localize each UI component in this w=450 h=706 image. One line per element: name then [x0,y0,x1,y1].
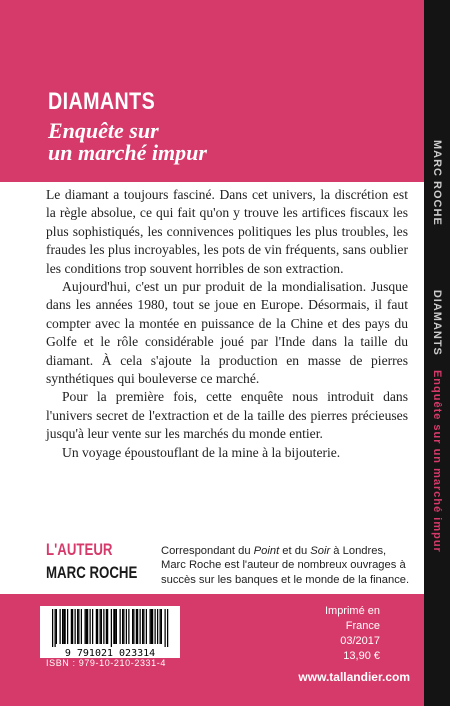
barcode-bar [120,609,121,644]
barcode-bar [142,609,143,644]
subtitle-line-2: un marché impur [48,140,207,165]
barcode-bar [52,609,53,647]
spine-title-b: Enquête sur un marché impur [431,369,443,553]
barcode-graphic [40,606,180,658]
barcode-bar [81,609,82,644]
book-title: DIAMANTS [48,88,156,115]
barcode-bar [151,609,152,644]
barcode-bar [128,609,129,644]
barcode-bar [96,609,97,644]
barcode-bar [55,609,56,647]
blurb-paragraph-1: Le diamant a toujours fasciné. Dans cet univers, la discrétion est la règle absolue, ce qui fait qu'on y trouve les artifices fiscaux les plus sophistiqués, les connivences politiques les plus troubles, les fraudes les plus incroyables, les pots de vin fréquents, sans oublier les conditions trop souvent horribles de son extraction. [46,187,408,276]
barcode-bar [165,609,166,647]
book-subtitle [48,120,424,164]
barcode-bar [78,609,79,644]
barcode-bar [97,609,98,644]
barcode-bar [101,609,102,644]
barcode-bar [87,609,88,644]
barcode-bar [60,609,61,644]
spine-author: MARC ROCHE [431,140,443,226]
barcode-bar [132,609,133,644]
barcode-bar [71,609,72,644]
bio-part-2: et du [279,545,311,557]
barcode-bar [62,609,63,644]
barcode-bar [133,609,134,644]
barcode-bar [150,609,151,644]
barcode-bar [161,609,162,644]
barcode-bar [122,609,123,644]
barcode-bar [86,609,87,644]
barcode-bar [77,609,78,644]
bio-part-1: Correspondant du [161,545,254,557]
barcode-bar [72,609,73,644]
author-bio [161,544,411,587]
barcode-bar [67,609,68,644]
barcode-bar [116,609,117,644]
spine-text [431,140,443,553]
barcode-bar [143,609,144,644]
barcode-bar [63,609,64,644]
barcode-bar [111,609,112,647]
author-label: L'AUTEUR [46,540,113,559]
imprint-info [300,604,380,664]
barcode-bar [115,609,116,644]
isbn: ISBN : 979-10-210-2331-4 [46,658,166,668]
barcode-bars [52,609,168,647]
barcode-bar [85,609,86,644]
bio-point: Point [253,545,280,557]
spine-title [424,140,450,580]
barcode-bar [56,609,57,644]
cover-header [48,88,424,164]
price: 13,90 € [343,650,380,662]
blurb-text [46,186,408,462]
barcode-bar [155,609,156,644]
print-date: 03/2017 [340,635,380,647]
barcode-bar [146,609,147,644]
bio-soir: Soir [310,545,331,557]
barcode-bar [103,609,104,644]
printed-in: Imprimé en France [324,605,380,632]
barcode-bar [137,609,138,644]
blurb-paragraph-4: Un voyage époustouflant de la mine à la bijouterie. [62,444,341,460]
barcode-bar [113,609,114,644]
barcode-bar [65,609,66,644]
barcode-bar [92,609,93,644]
barcode-bar [126,609,127,644]
barcode-bar [167,609,168,647]
barcode-bar [123,609,124,644]
barcode-bar [157,609,158,644]
barcode-bar [106,609,107,644]
barcode-bar [152,609,153,644]
barcode-bar [136,609,137,644]
barcode-bar [90,609,91,644]
barcode-bar [140,609,141,644]
spine-title-a: DIAMANTS [431,289,443,356]
barcode-bar [100,609,101,644]
barcode-digits: 9 791021 023314 [64,648,156,658]
barcode-bar [75,609,76,644]
blurb-paragraph-2: Aujourd'hui, c'est un pur produit de la mondialisation. Jusque dans les années 1980, tout se joue en Europe. Désormais, il faut compter avec la montée en puissance de la Chine et des pays du Golfe et le rôle considérable joué par l'Inde dans la taille du diamant. À cela s'ajoute la production en masse de pierres synthétiques qui bouleverse ce marché. [46,279,408,387]
bio-part-3: à Londres, Marc Roche est l'auteur de nombreux ouvrages à succès sur les banques et le monde de la finance. [161,545,410,586]
publisher-website: www.tallandier.com [298,670,410,684]
subtitle-line-1: Enquête sur [48,118,159,143]
blurb-paragraph-3: Pour la première fois, cette enquête nous introduit dans l'univers secret de l'extraction et de la taille des pierres précieuses jusqu'à leur vente sur les marchés du monde entier. [46,389,408,442]
author-name: MARC ROCHE [46,563,138,582]
barcode [40,606,180,658]
barcode-bar [107,609,108,644]
barcode-bar [160,609,161,644]
